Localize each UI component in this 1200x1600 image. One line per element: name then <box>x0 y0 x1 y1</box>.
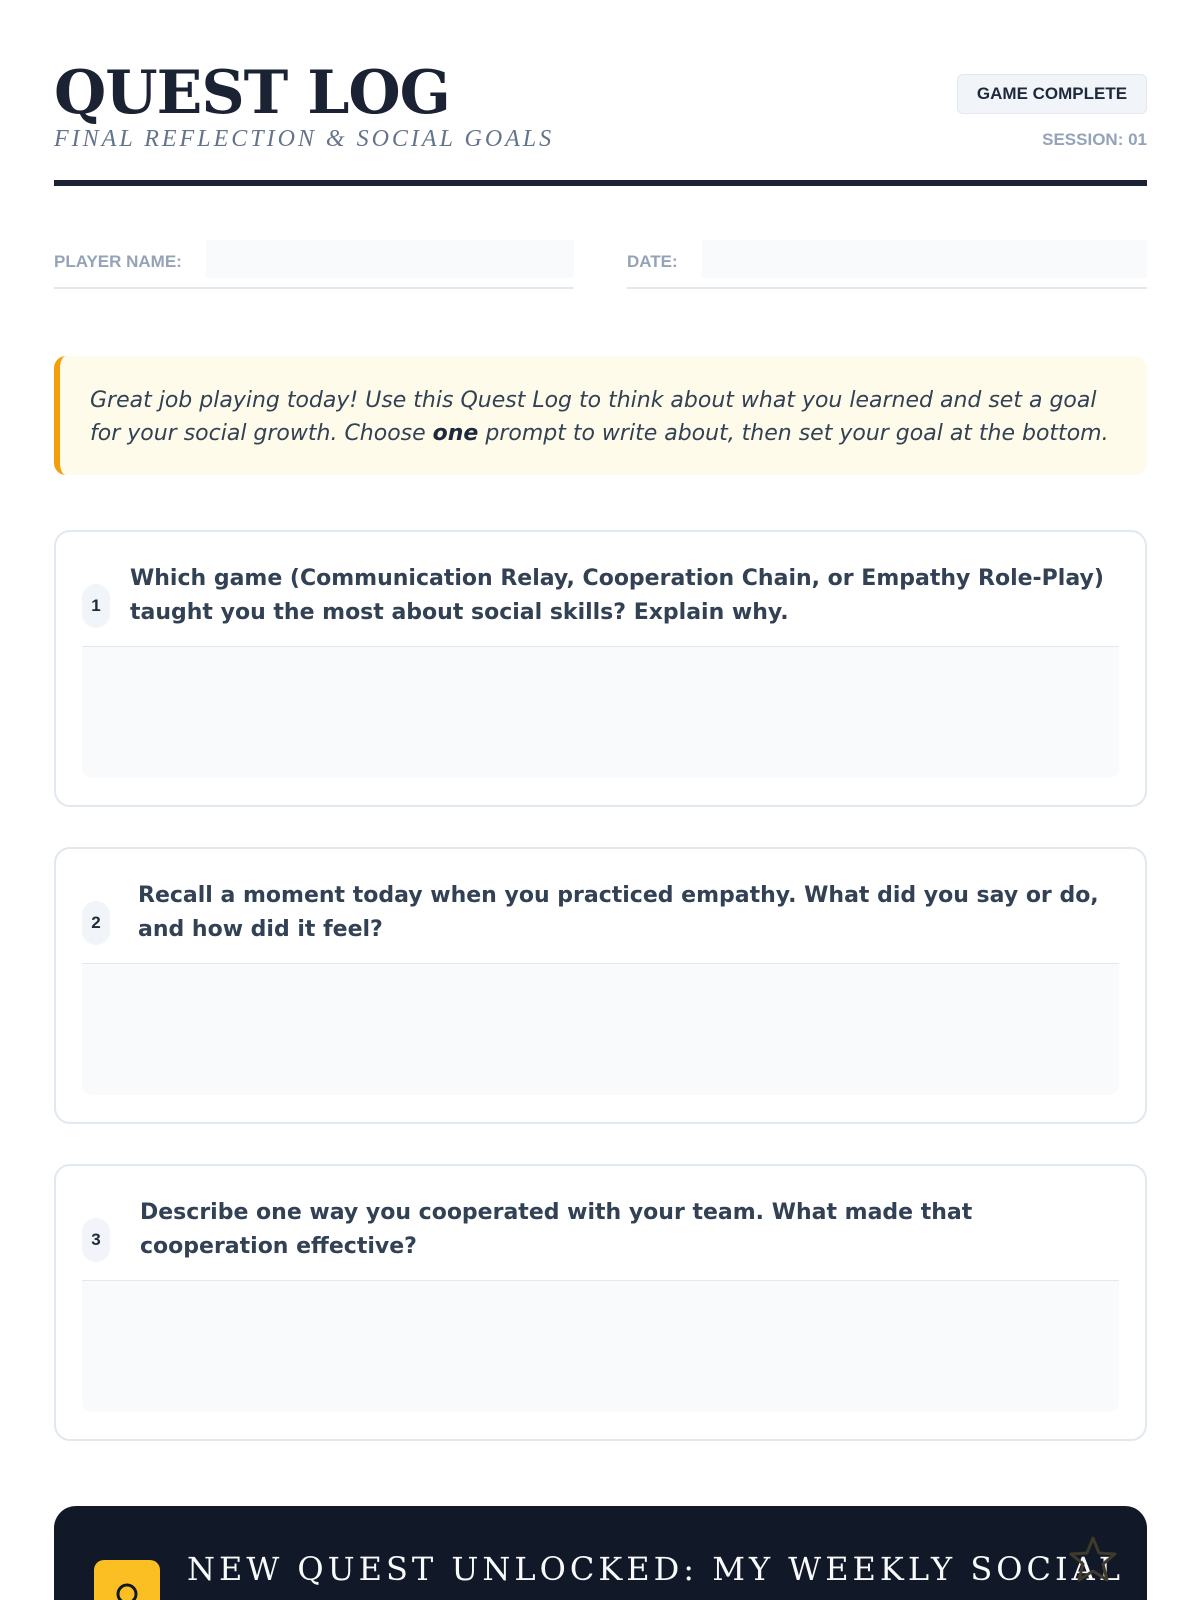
intro-text-end: prompt to write about, then set your goal at the bottom. <box>478 421 1109 446</box>
prompt-header <box>82 556 1119 646</box>
page-title: QUEST LOG <box>54 58 450 128</box>
quest-log-page <box>54 0 1147 1600</box>
new-quest-panel <box>54 1506 1147 1600</box>
answer-area-2[interactable] <box>82 963 1119 1095</box>
answer-area-3[interactable] <box>82 1280 1119 1412</box>
intro-callout <box>54 356 1147 475</box>
prompt-question: Describe one way you cooperated with your team. What made that cooperation effective? <box>140 1200 973 1259</box>
prompt-question: Recall a moment today when you practiced empathy. What did you say or do, and how did it feel? <box>138 883 1099 942</box>
prompt-number: 2 <box>82 901 110 945</box>
prompt-number: 3 <box>82 1218 110 1262</box>
prompt-card-2 <box>54 847 1147 1124</box>
intro-text-start: Great job playing today! Use this Quest Log to think about what you learned and set a goal for your social growth. Choose <box>90 388 1097 446</box>
header-divider <box>54 180 1147 186</box>
intro-emphasis: one <box>432 421 479 446</box>
intro-text <box>90 384 1121 450</box>
page-header <box>54 58 1147 186</box>
answer-area-1[interactable] <box>82 646 1119 778</box>
player-name-label: PLAYER NAME: <box>54 252 182 271</box>
prompt-number: 1 <box>82 584 110 628</box>
session-label: SESSION: 01 <box>1042 130 1147 149</box>
prompt-question: Which game (Communication Relay, Cooperation Chain, or Empathy Role-Play) taught you the most about social skills? Explain why. <box>130 566 1104 625</box>
page-subtitle: FINAL REFLECTION & SOCIAL GOALS <box>54 126 555 152</box>
player-name-input[interactable] <box>206 240 574 278</box>
star-icon <box>1067 1534 1119 1586</box>
prompt-header <box>82 1190 1119 1280</box>
game-complete-badge: GAME COMPLETE <box>957 74 1147 114</box>
player-name-field <box>54 240 574 289</box>
prompt-header <box>82 873 1119 963</box>
date-input[interactable] <box>702 240 1147 278</box>
prompt-card-3 <box>54 1164 1147 1441</box>
prompt-card-1 <box>54 530 1147 807</box>
date-field <box>627 240 1147 289</box>
new-quest-title: NEW QUEST UNLOCKED: MY WEEKLY SOCIAL <box>187 1550 1124 1588</box>
award-icon <box>94 1560 160 1600</box>
date-label: DATE: <box>627 252 678 271</box>
